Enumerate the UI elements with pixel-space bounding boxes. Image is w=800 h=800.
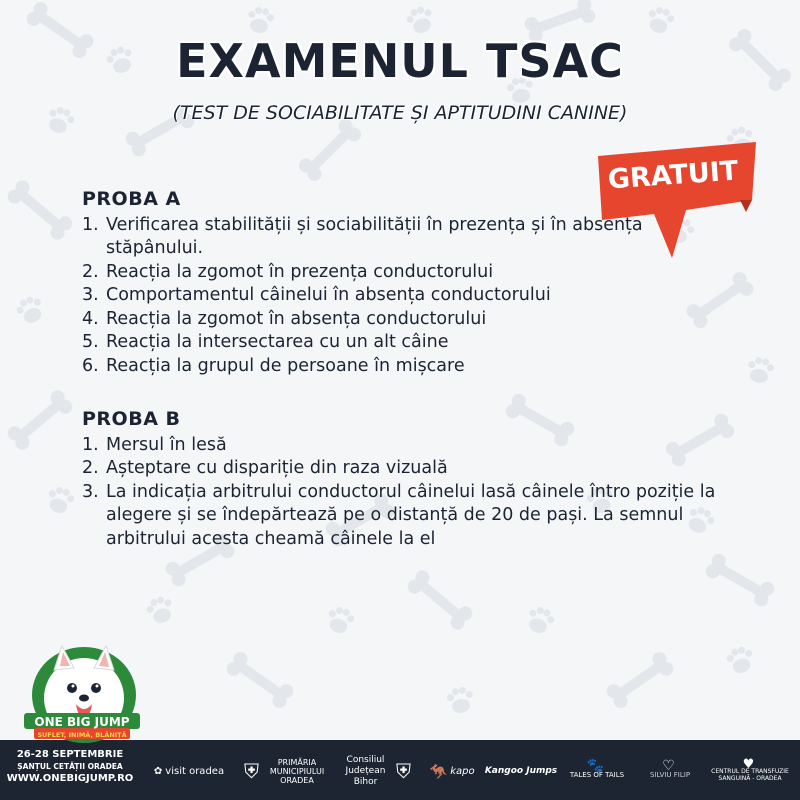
item-number: 6. (82, 355, 99, 376)
event-website: WWW.ONEBIGJUMP.RO (6, 773, 134, 784)
list-item (82, 331, 682, 355)
item-number: 3. (82, 285, 99, 305)
item-number: 2. (82, 261, 99, 282)
sponsor-label: CENTRUL DE TRANSFUZIE SANGUINĂ - ORADEA (711, 767, 789, 782)
event-info (6, 749, 134, 785)
item-number: 2. (82, 458, 99, 478)
page-subtitle: (TEST DE SOCIABILITATE ȘI APTITUDINI CANINE) (172, 102, 628, 124)
sponsor-kangoo (484, 750, 558, 792)
proba-a-list (82, 214, 682, 379)
item-text: Verificarea stabilității și sociabilității în prezența și în absența stăpânului. (106, 214, 643, 258)
sponsor-primaria (244, 750, 332, 792)
item-text: Reacția la intersectarea cu un alt câine (106, 332, 449, 352)
proba-a-section (82, 188, 682, 378)
proba-b-heading: PROBA B (82, 408, 181, 430)
kangaroo-icon: 🦘 (427, 761, 448, 781)
item-text: Mersul în lesă (106, 434, 227, 455)
coat-of-arms-icon: ⛨ (396, 758, 411, 783)
item-text: Reacția la zgomot în prezența conductorului (106, 261, 494, 282)
sponsor-label: visit oradea (165, 765, 225, 777)
list-item (82, 284, 682, 308)
event-venue: ȘANȚUL CETĂȚII ORADEA (17, 762, 123, 771)
sponsor-tales (562, 750, 632, 792)
blood-drop-icon: ♥ (742, 756, 755, 772)
list-item (82, 481, 722, 552)
sponsor-consiliul (338, 750, 414, 792)
flower-icon: ✿ (153, 765, 163, 777)
sponsor-silviu (640, 750, 700, 792)
item-number: 1. (82, 214, 99, 235)
list-item (82, 434, 722, 458)
sponsor-label: Consiliul Județean Bihor (345, 754, 386, 787)
dogs-icon: 🐾 (586, 758, 605, 774)
item-text: Așteptare cu dispariție din raza vizuală (106, 458, 448, 478)
crest-icon: ⛨ (244, 758, 259, 783)
sponsor-label: SILVIU FILIP (649, 771, 691, 779)
list-item (82, 308, 682, 332)
item-number: 1. (82, 434, 99, 455)
item-text: Reacția la grupul de persoane în mișcare (106, 355, 465, 376)
item-number: 5. (82, 332, 99, 352)
item-text: La indicația arbitrului conductorul câinelui lasă câinele întro poziție la alegere și se îndepărtează pe o distanță de 20 de pași. La semnul arbitrului acesta cheamă câinele la el (106, 481, 716, 549)
page-title: EXAMENUL TSAC (176, 34, 624, 88)
event-dates: 26-28 SEPTEMBRIE (16, 749, 124, 760)
sponsor-label: PRIMĂRIA MUNICIPIULUI ORADEA (269, 757, 325, 785)
list-item (82, 214, 682, 261)
sponsor-visit-oradea (148, 750, 230, 792)
sponsor-kapo (426, 750, 476, 792)
shield-heart-icon: ♡ (662, 758, 675, 774)
list-item (82, 355, 682, 379)
list-item (82, 261, 682, 285)
list-item (82, 457, 722, 481)
item-text: Comportamentul câinelui în absența conductorului (106, 285, 551, 305)
proba-b-section (82, 408, 722, 551)
sponsor-label: Kangoo Jumps (484, 765, 558, 776)
sponsor-label: kapo (450, 765, 475, 777)
sponsor-centrul (706, 750, 794, 792)
sponsor-label: TALES OF TAILS (569, 771, 625, 779)
proba-a-heading: PROBA A (82, 188, 181, 210)
event-tagline: SUFLET, INIMĂ, BLĂNIȚĂ (37, 731, 127, 739)
item-number: 3. (82, 481, 99, 502)
item-text: Reacția la zgomot în absența conductorului (106, 308, 487, 329)
proba-b-list (82, 434, 722, 552)
event-name: ONE BIG JUMP (34, 715, 130, 729)
gratuit-label: GRATUIT (606, 155, 740, 196)
item-number: 4. (82, 308, 99, 329)
